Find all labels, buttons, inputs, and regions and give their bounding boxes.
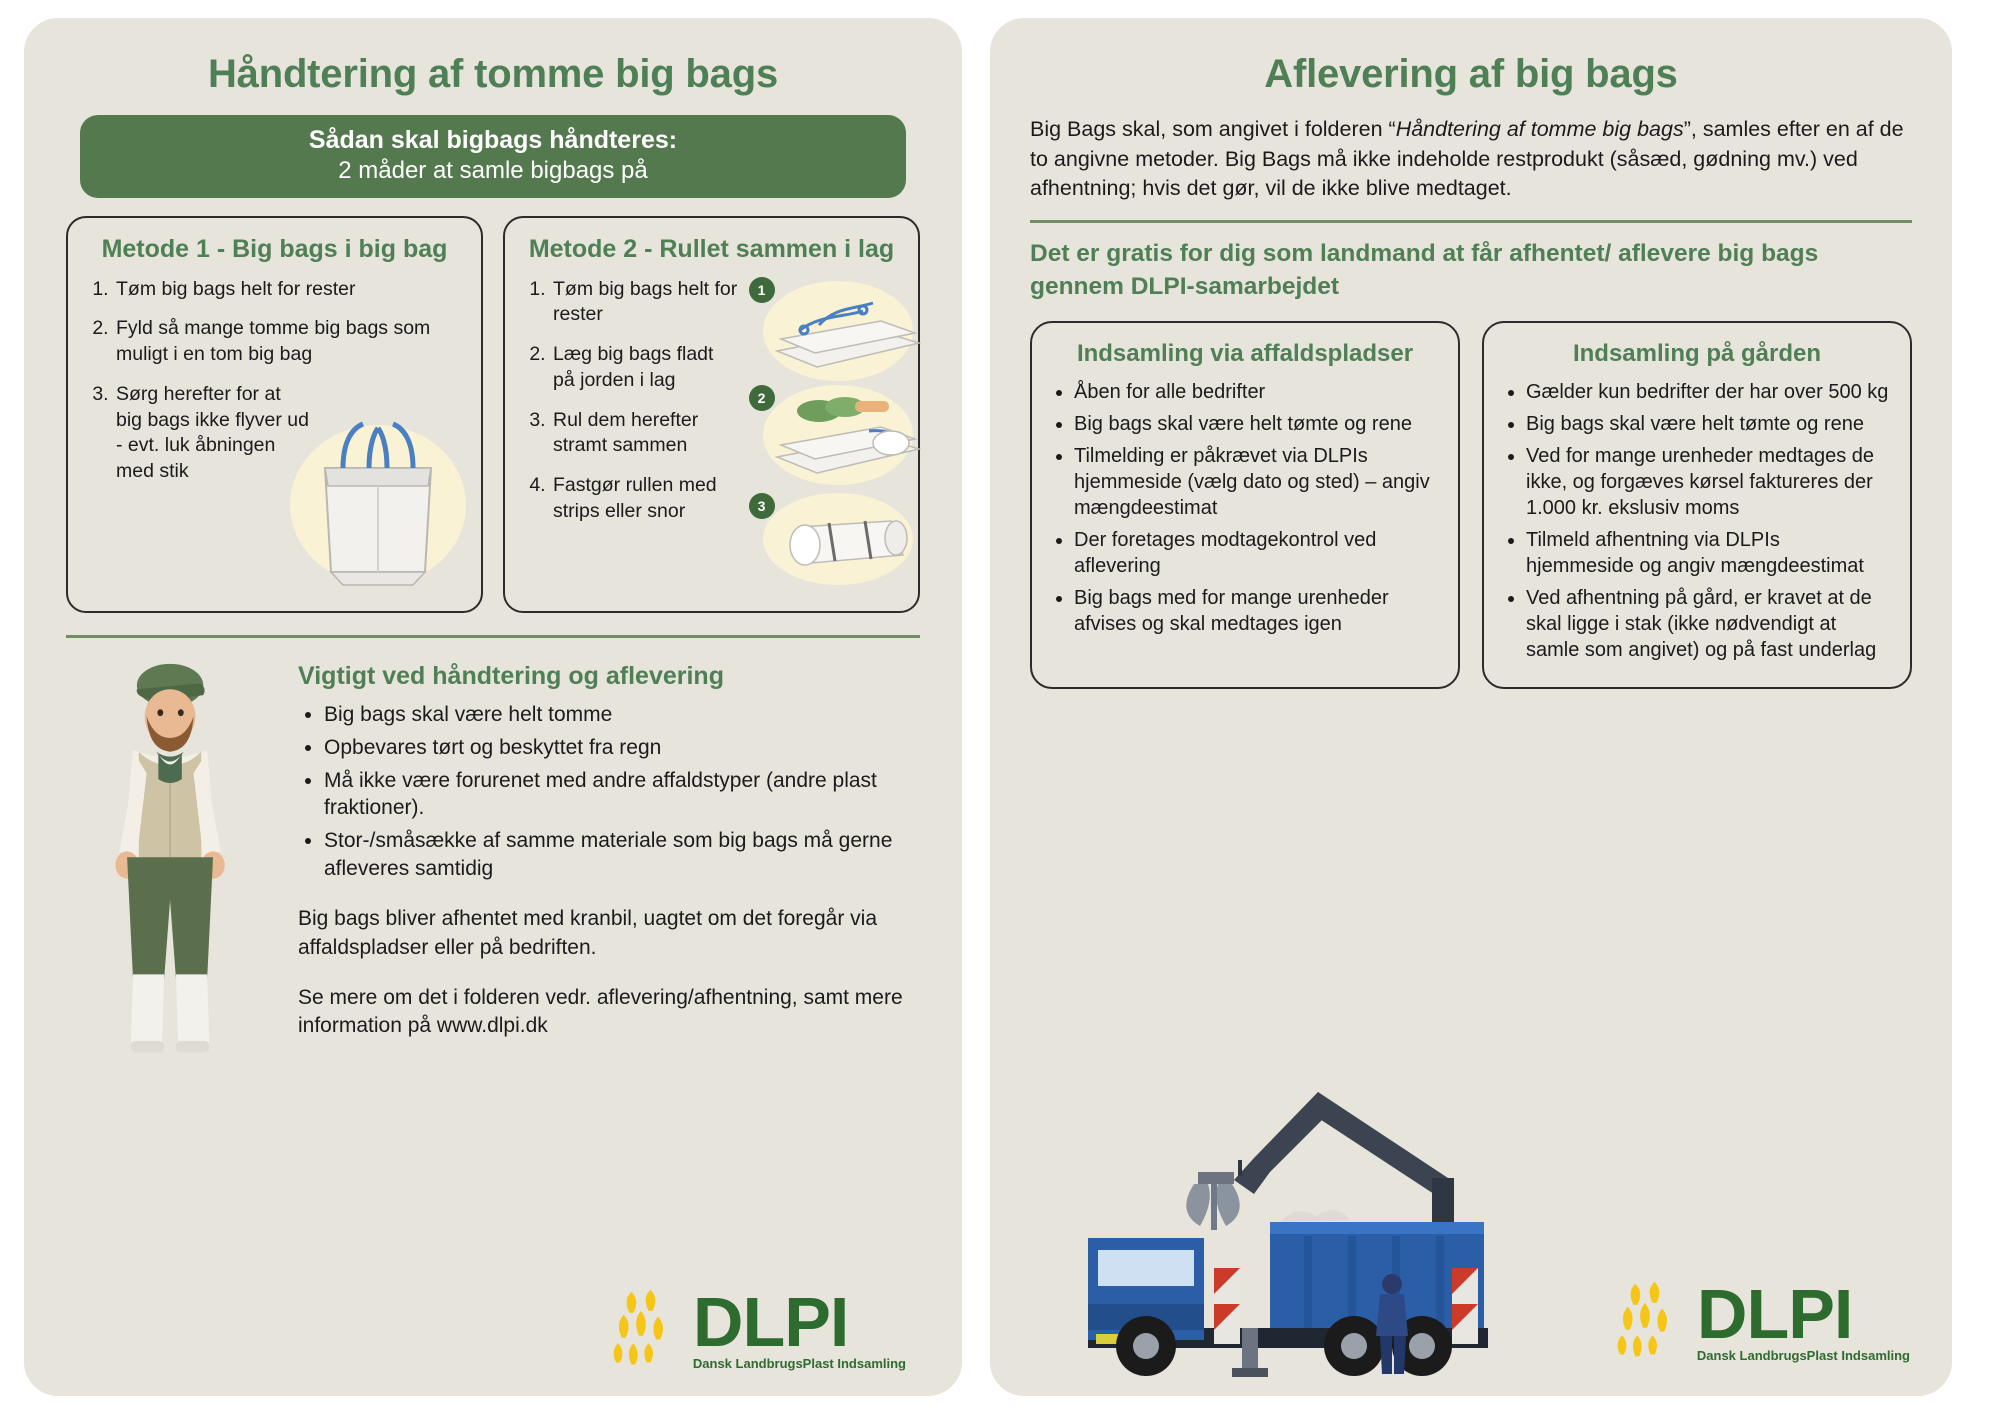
intro-paragraph <box>1030 115 1912 204</box>
left-panel <box>24 18 962 1396</box>
wheat-icon <box>597 1288 683 1374</box>
farm-collection-bullet: • Big bags skal være helt tømte og rene <box>1526 411 1892 437</box>
rolling-step-1-illustration <box>745 277 903 385</box>
important-bullet: • Stor-/småsække af samme materiale som big bags må gerne afleveres samtidig <box>324 827 928 883</box>
dlpi-logo <box>597 1283 906 1374</box>
banner-line-2: 2 måder at samle bigbags på <box>338 157 648 184</box>
collection-site-bullet: • Tilmelding er påkrævet via DLPIs hjemmeside (vælg dato og sted) – angiv mængdeestimat <box>1074 443 1440 521</box>
dlpi-subtitle: Dansk LandbrugsPlast Indsamling <box>692 1356 906 1371</box>
dlpi-wordmark: DLPI <box>692 1283 849 1361</box>
method-1-card <box>66 216 483 613</box>
section-divider <box>66 635 920 638</box>
important-bullets <box>298 701 928 884</box>
method-1-heading: Metode 1 - Big bags i big bag <box>101 235 448 264</box>
dlpi-subtitle: Dansk LandbrugsPlast Indsamling <box>1696 1348 1910 1363</box>
left-page-title: Håndtering af tomme big bags <box>207 52 778 96</box>
intro-text-2: ”, samles efter en af de to angivne metoder. Big Bags må ikke indeholde restprodukt (såsæd, gødning mv.) ved afhentning; hvis det gør, vil de ikke blive medtaget. <box>1030 117 1904 201</box>
farmer-illustration-column <box>58 656 288 1041</box>
methods-row <box>66 216 920 613</box>
step-badge-1: 1 <box>749 277 775 303</box>
crane-truck-paragraph: Big bags bliver afhentet med kranbil, uagtet om det foregår via affaldspladser eller på bedriften. <box>298 907 877 959</box>
collection-site-heading: Indsamling via affaldspladser <box>1076 340 1414 368</box>
important-bullet: • Big bags skal være helt tomme <box>324 701 928 729</box>
farm-collection-heading: Indsamling på gården <box>1572 340 1822 368</box>
dlpi-wordmark: DLPI <box>1696 1275 1853 1353</box>
method-2-illustrations <box>745 277 903 593</box>
free-service-heading: Det er gratis for dig som landmand at får afhentet/ aflevere big bags gennem DLPI-samarbejdet <box>1030 239 1819 301</box>
important-bullet: • Opbevares tørt og beskyttet fra regn <box>324 734 928 762</box>
intro-folder-name: Håndtering af tomme big bags <box>1395 117 1684 141</box>
farm-collection-bullet: • Tilmeld afhentning via DLPIs hjemmeside og angiv mængdeestimat <box>1526 527 1892 579</box>
right-page-title: Aflevering af big bags <box>1264 52 1678 96</box>
method-1-step: 1. Tøm big bags helt for rester <box>114 277 465 303</box>
important-heading: Vigtigt ved håndtering og aflevering <box>298 661 724 690</box>
intro-text-1: Big Bags skal, som angivet i folderen “ <box>1030 117 1396 141</box>
collection-site-bullet: • Åben for alle bedrifter <box>1074 379 1440 405</box>
big-bag-illustration <box>283 410 473 595</box>
step-badge-3: 3 <box>749 493 775 519</box>
dlpi-logo <box>1601 1275 1910 1366</box>
farm-collection-bullet: • Ved for mange urenheder medtages de ikke, og forgæves kørsel faktureres der 1.000 kr. ekslusiv moms <box>1526 443 1892 521</box>
important-text-column <box>298 656 928 1041</box>
method-2-heading: Metode 2 - Rullet sammen i lag <box>528 235 895 264</box>
method-2-step: 2. Læg big bags fladt på jorden i lag <box>551 342 739 393</box>
collection-site-bullets <box>1050 379 1440 637</box>
handling-banner <box>80 115 906 198</box>
collection-boxes <box>1030 321 1912 689</box>
right-divider <box>1030 220 1912 223</box>
more-info-paragraph: Se mere om det i folderen vedr. aflevering/afhentning, samt mere information på www.dlpi.dk <box>298 985 903 1038</box>
method-2-step: 1. Tøm big bags helt for rester <box>551 277 739 328</box>
banner-line-1: Sådan skal bigbags håndteres: <box>308 126 678 154</box>
collection-site-bullet: • Der foretages modtagekontrol ved aflevering <box>1074 527 1440 579</box>
farmer-illustration <box>58 656 288 1076</box>
farm-collection-box <box>1482 321 1912 689</box>
farm-collection-bullet: • Ved afhentning på gård, er kravet at de skal ligge i stak (ikke nødvendigt at samle som angivet) og på fast underlag <box>1526 585 1892 663</box>
rolling-step-2-illustration <box>745 385 903 493</box>
method-2-steps <box>521 277 739 525</box>
step-badge-2: 2 <box>749 385 775 411</box>
rolling-step-3-illustration <box>745 493 903 593</box>
important-bullet: • Må ikke være forurenet med andre affaldstyper (andre plast fraktioner). <box>324 767 928 823</box>
collection-site-bullet: • Big bags med for mange urenheder afvises og skal medtages igen <box>1074 585 1440 637</box>
right-panel <box>990 18 1952 1396</box>
farm-collection-bullet: • Gælder kun bedrifter der har over 500 kg <box>1526 379 1892 405</box>
collection-site-bullet: • Big bags skal være helt tømte og rene <box>1074 411 1440 437</box>
wheat-icon <box>1601 1280 1687 1366</box>
crane-truck-illustration <box>1018 1052 1518 1382</box>
method-2-card <box>503 216 920 613</box>
collection-site-box <box>1030 321 1460 689</box>
method-1-step: 3. Sørg herefter for at big bags ikke flyver ud - evt. luk åbningen med stik <box>114 382 309 485</box>
method-2-step: 3. Rul dem herefter stramt sammen <box>551 408 739 459</box>
farm-collection-bullets <box>1502 379 1892 663</box>
method-2-step: 4. Fastgør rullen med strips eller snor <box>551 473 739 524</box>
important-section <box>58 656 928 1041</box>
method-1-step: 2. Fyld så mange tomme big bags som muligt i en tom big bag <box>114 316 465 367</box>
